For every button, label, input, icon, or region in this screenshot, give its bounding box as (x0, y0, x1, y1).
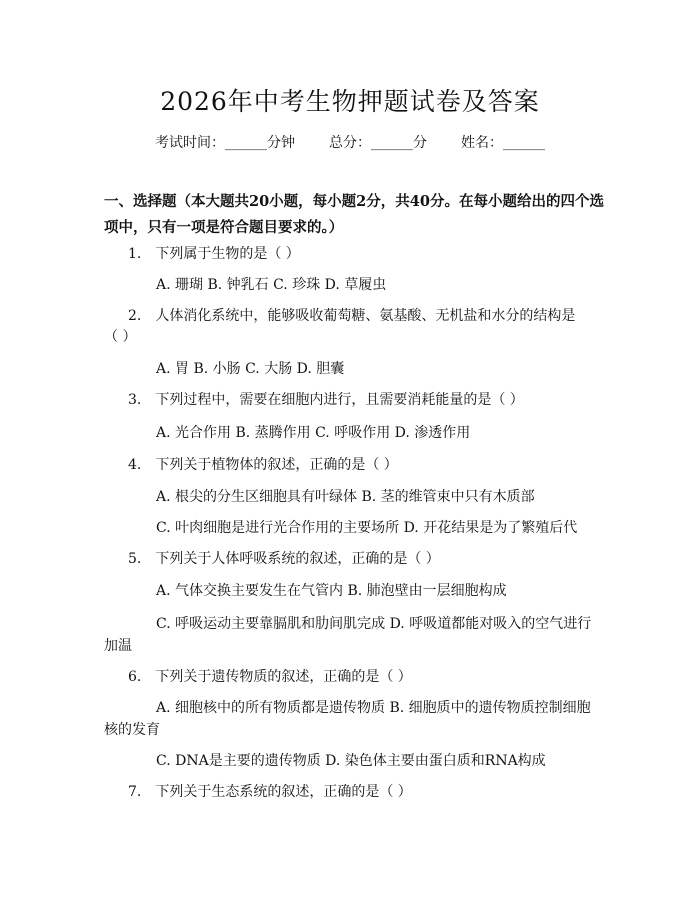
question-stem: 6. 下列关于遗传物质的叙述，正确的是（ ） (128, 669, 412, 685)
question-stem: 4. 下列关于植物体的叙述，正确的是（ ） (128, 457, 398, 473)
question-options: C. 呼吸运动主要靠膈肌和肋间肌完成 D. 呼吸道都能对吸入的空气进行 (156, 616, 592, 632)
exam-time-field: 考试时间：______分钟 (155, 135, 295, 151)
page-title: 2026年中考生物押题试卷及答案 (160, 87, 540, 116)
question-stem: 3. 下列过程中，需要在细胞内进行，且需要消耗能量的是（ ） (128, 392, 524, 408)
question-options: A. 珊瑚 B. 钟乳石 C. 珍珠 D. 草履虫 (156, 277, 387, 293)
question-options: C. 叶肉细胞是进行光合作用的主要场所 D. 开花结果是为了繁殖后代 (156, 520, 578, 536)
question-options: C. DNA是主要的遗传物质 D. 染色体主要由蛋白质和RNA构成 (156, 753, 546, 769)
question-stem: 5. 下列关于人体呼吸系统的叙述，正确的是（ ） (128, 551, 440, 567)
question-options: A. 根尖的分生区细胞具有叶绿体 B. 茎的维管束中只有木质部 (156, 489, 535, 505)
question-options: A. 胃 B. 小肠 C. 大肠 D. 胆囊 (156, 361, 345, 377)
question-stem-continued: （ ） (104, 329, 137, 345)
total-score-field: 总分：______分 (329, 135, 427, 151)
question-stem: 2. 人体消化系统中，能够吸收葡萄糖、氨基酸、无机盐和水分的结构是 (128, 308, 576, 324)
exam-info-line (0, 132, 700, 152)
question-options: A. 细胞核中的所有物质都是遗传物质 B. 细胞质中的遗传物质控制细胞 (156, 700, 591, 716)
question-options: A. 气体交换主要发生在气管内 B. 肺泡壁由一层细胞构成 (156, 583, 507, 599)
question-options: A. 光合作用 B. 蒸腾作用 C. 呼吸作用 D. 渗透作用 (156, 425, 471, 441)
student-name-field: 姓名：______ (461, 135, 545, 151)
section-heading: 一、选择题（本大题共20小题，每小题2分，共40分。在每小题给出的四个选项中，只有一项是符合题目要求的。） (104, 193, 604, 236)
question-stem: 1. 下列属于生物的是（ ） (128, 246, 300, 262)
question-stem: 7. 下列关于生态系统的叙述，正确的是（ ） (128, 784, 412, 800)
question-options-continued: 加温 (104, 638, 132, 654)
question-options-continued: 核的发育 (104, 722, 160, 738)
